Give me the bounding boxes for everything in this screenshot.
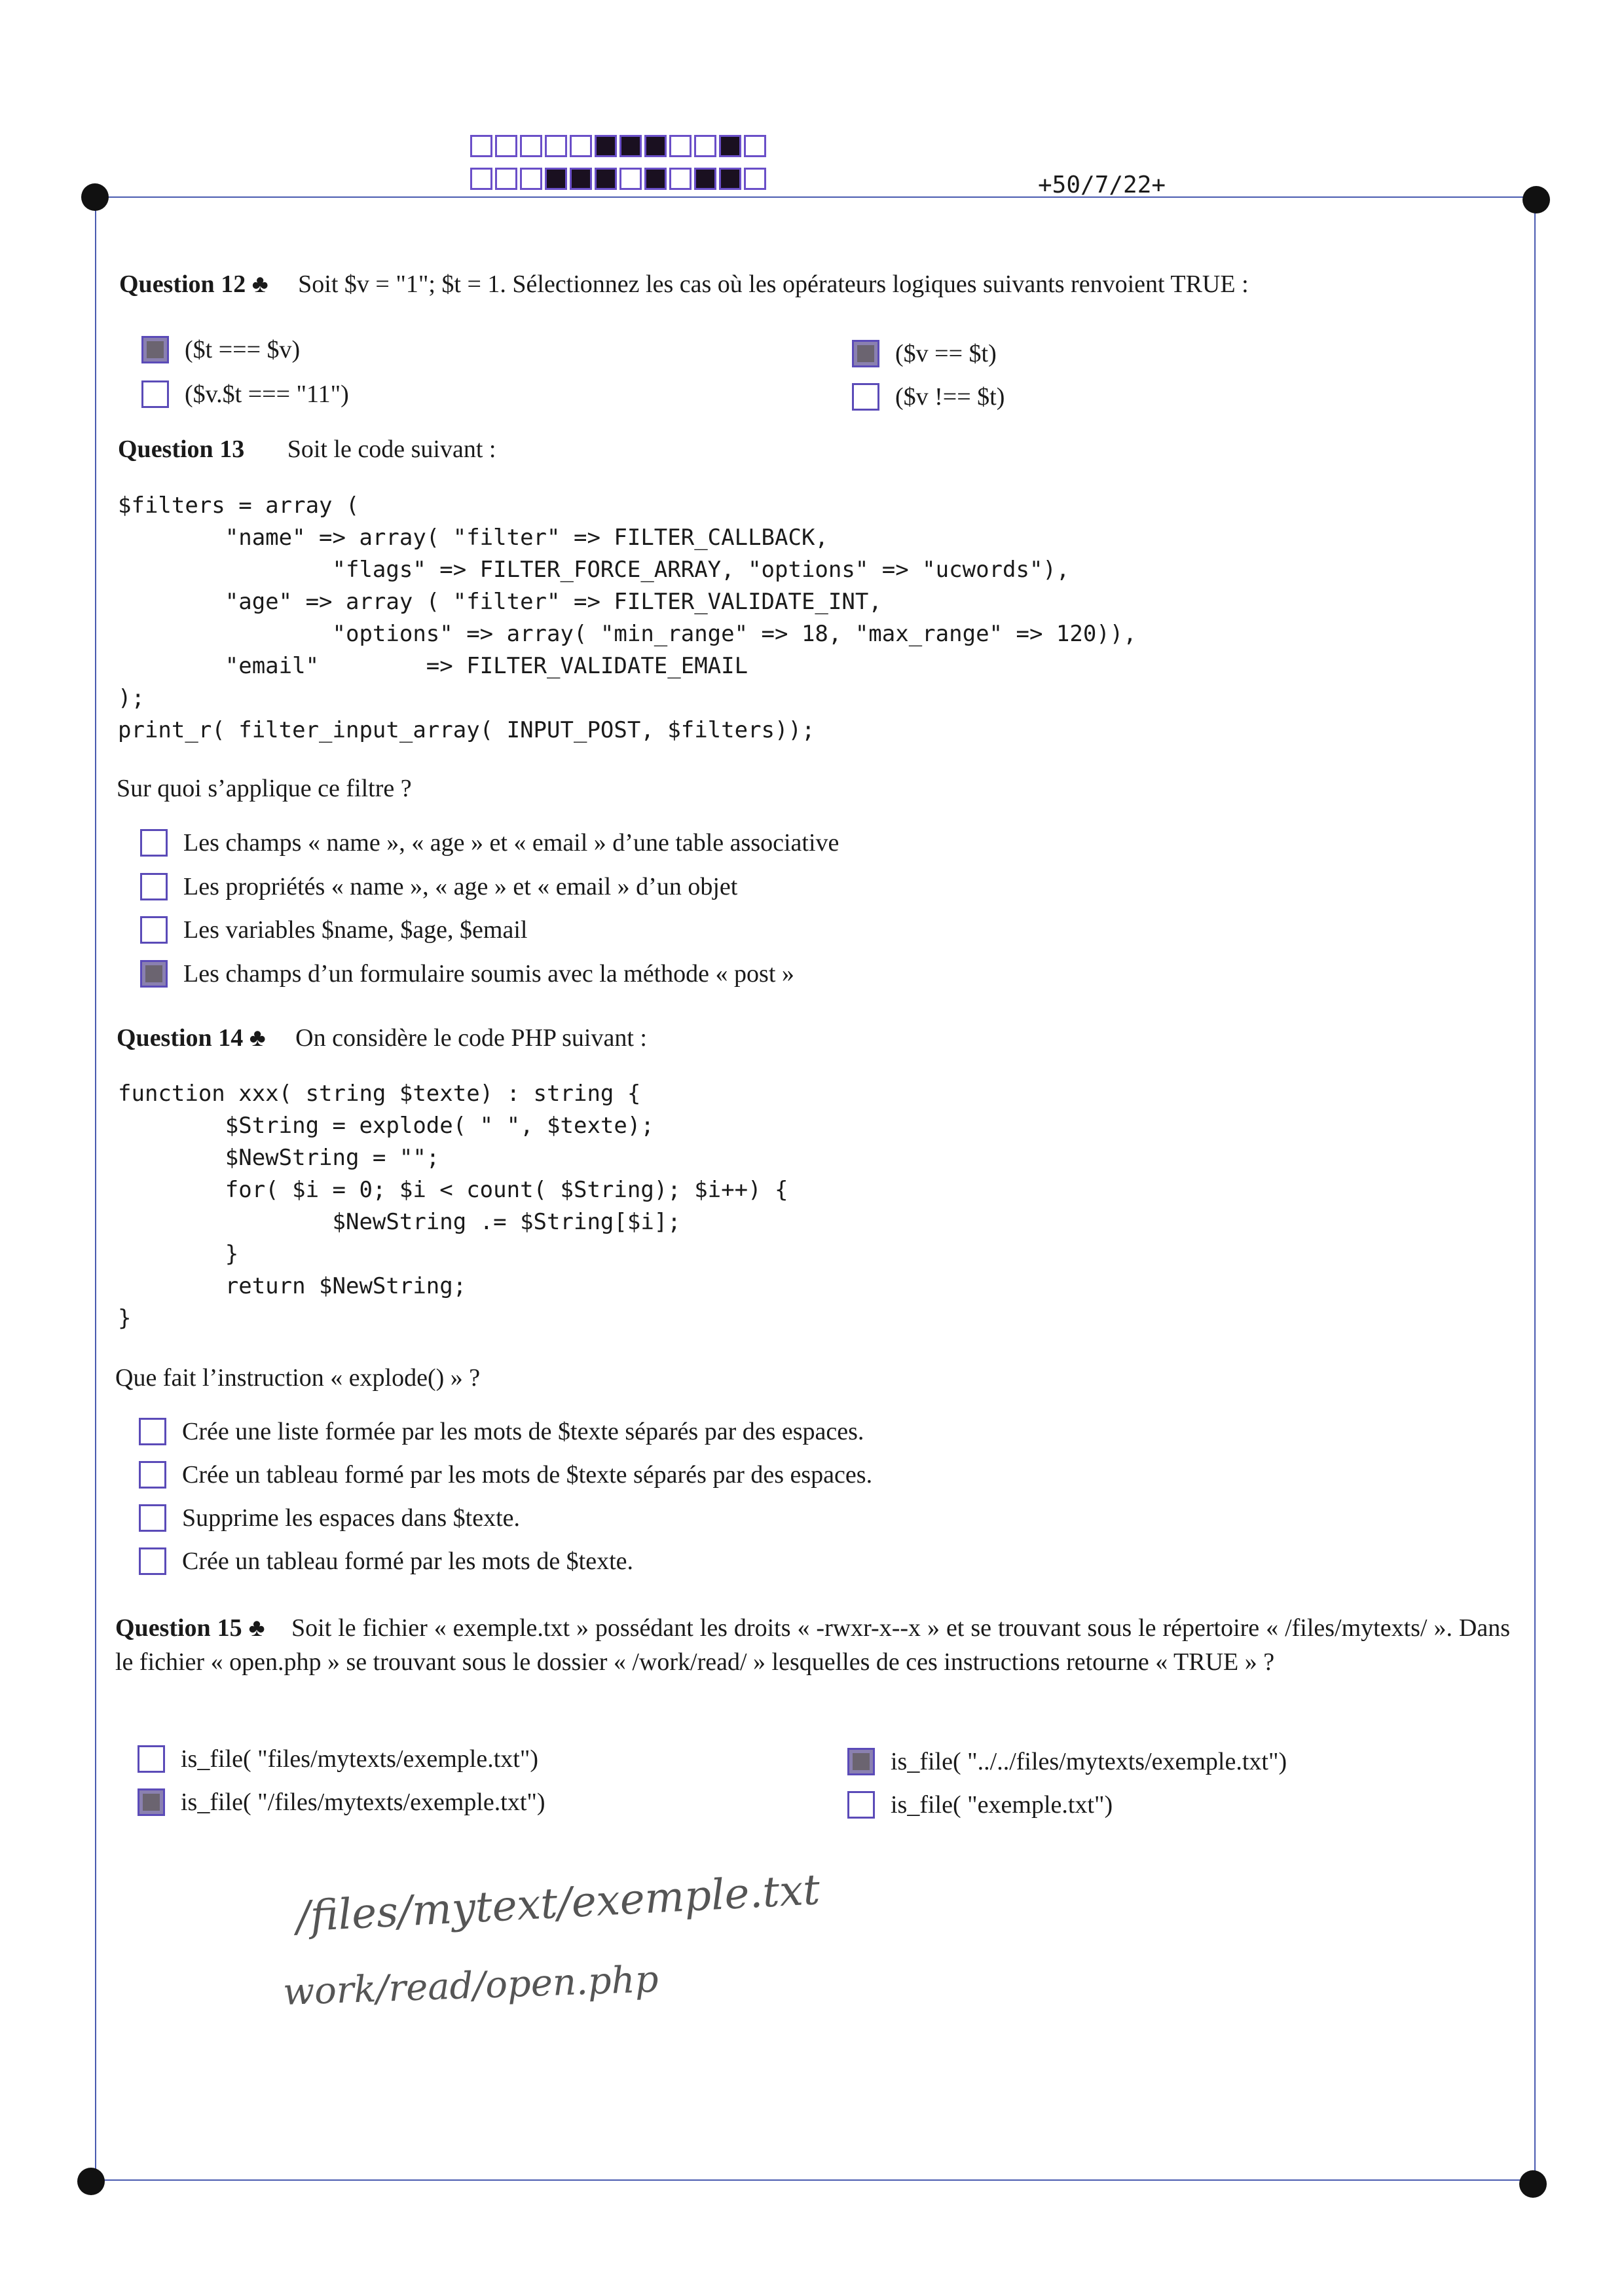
q13-label: Question 13	[118, 435, 245, 463]
id-code-cell	[719, 135, 741, 157]
id-code-cell	[619, 168, 642, 190]
q15-label: Question 15	[115, 1614, 242, 1642]
option-text: is_file( "files/mytexts/exemple.txt")	[181, 1745, 539, 1773]
option-text: ($v == $t)	[895, 340, 997, 367]
id-code-cell	[520, 168, 542, 190]
option-text: Crée un tableau formé par les mots de $texte séparés par des espaces.	[182, 1461, 873, 1489]
q14-option-4[interactable]	[139, 1547, 633, 1576]
q12-label: Question 12	[119, 270, 246, 298]
checkbox[interactable]	[847, 1748, 875, 1775]
option-text: Les champs « name », « age » et « email » d’une table associative	[183, 829, 840, 857]
handwritten-note-1: /files/mytext/exemple.txt	[295, 1866, 821, 1942]
option-text: Les variables $name, $age, $email	[183, 916, 528, 944]
club-icon: ♣	[248, 1614, 266, 1642]
id-code-cell	[470, 168, 492, 190]
q15-header	[115, 1611, 1510, 1679]
q14-option-2[interactable]	[139, 1460, 872, 1489]
q12-option-4[interactable]	[852, 382, 1005, 411]
option-text: Crée une liste formée par les mots de $texte séparés par des espaces.	[182, 1418, 864, 1445]
checkbox[interactable]	[141, 336, 169, 363]
q13-header	[118, 435, 496, 464]
id-code-row-2	[470, 168, 766, 190]
q14-text: On considère le code PHP suivant :	[295, 1024, 647, 1052]
id-code-cell	[744, 135, 766, 157]
id-code-cell	[495, 135, 517, 157]
q15-text: Soit le fichier « exemple.txt » possédant les droits « -rwxr-x--x » et se trouvant sous le répertoire « /files/mytexts/ ». Dans le fichier « open.php » se trouvant sous le dossier « /work/read/ » lesquelles de ces instructions retourne « TRUE » ?	[115, 1614, 1511, 1676]
id-code-cell	[669, 168, 692, 190]
option-text: Supprime les espaces dans $texte.	[182, 1504, 521, 1532]
q13-prompt: Sur quoi s’applique ce filtre ?	[117, 775, 412, 802]
q14-code-block: function xxx( string $texte) : string { $String = explode( " ", $texte); $NewString = ""; for( $i = 0; $i < count( $String); $i++) { $NewString .= $String[$i]; } return $NewString; }	[118, 1081, 788, 1331]
id-code-cell	[669, 135, 692, 157]
id-code-cell	[744, 168, 766, 190]
id-code-cell	[570, 168, 592, 190]
checkbox[interactable]	[852, 383, 879, 411]
q15-option-1[interactable]	[138, 1745, 538, 1773]
q13-option-4[interactable]	[140, 959, 794, 988]
id-code-cell	[595, 135, 617, 157]
checkbox[interactable]	[140, 916, 168, 944]
option-text: Les champs d’un formulaire soumis avec la méthode « post »	[183, 960, 794, 988]
id-code-cell	[520, 135, 542, 157]
id-code-cell	[545, 135, 567, 157]
checkbox[interactable]	[852, 340, 879, 367]
id-code-cell	[644, 135, 667, 157]
q15-option-4[interactable]	[847, 1790, 1113, 1819]
id-code-cell	[619, 135, 642, 157]
registration-mark-top-left	[81, 183, 109, 211]
id-code-cell	[470, 135, 492, 157]
q15-option-2[interactable]	[847, 1747, 1287, 1776]
option-text: Crée un tableau formé par les mots de $texte.	[182, 1547, 634, 1575]
q14-prompt: Que fait l’instruction « explode() » ?	[115, 1364, 481, 1392]
q14-option-3[interactable]	[139, 1504, 520, 1532]
option-text: ($v !== $t)	[895, 383, 1005, 411]
q15-option-3[interactable]	[138, 1788, 545, 1817]
checkbox[interactable]	[140, 829, 168, 857]
registration-mark-top-right	[1522, 186, 1550, 213]
q12-header	[119, 270, 1249, 299]
id-code-row-1	[470, 135, 766, 157]
option-text: is_file( "/files/mytexts/exemple.txt")	[181, 1788, 545, 1816]
club-icon: ♣	[251, 270, 268, 298]
id-code-cell	[570, 135, 592, 157]
checkbox[interactable]	[140, 960, 168, 988]
checkbox[interactable]	[847, 1791, 875, 1819]
q14-label: Question 14	[117, 1024, 244, 1052]
q12-option-1[interactable]	[141, 335, 300, 364]
checkbox[interactable]	[139, 1504, 166, 1532]
q12-option-3[interactable]	[141, 380, 349, 409]
checkbox[interactable]	[139, 1461, 166, 1489]
q14-header	[117, 1024, 647, 1052]
q13-code-block: $filters = array ( "name" => array( "filter" => FILTER_CALLBACK, "flags" => FILTER_FORCE_ARRAY, "options" => "ucwords"), "age" => array ( "filter" => FILTER_VALIDATE_INT, "options" => array( "min_range" => 18, "max_range" => 120)), "email" => FILTER_VALIDATE_EMAIL ); print_r( filter_input_array( INPUT_POST, $filters));	[118, 492, 1137, 743]
option-text: Les propriétés « name », « age » et « email » d’un objet	[183, 873, 738, 900]
checkbox[interactable]	[139, 1547, 166, 1575]
option-text: is_file( "exemple.txt")	[891, 1791, 1113, 1819]
q13-option-1[interactable]	[140, 828, 839, 857]
q13-option-3[interactable]	[140, 916, 527, 944]
q14-option-1[interactable]	[139, 1417, 864, 1446]
q13-text: Soit le code suivant :	[287, 435, 496, 463]
handwritten-note-2: work/read/open.php	[282, 1958, 659, 2014]
page-id: +50/7/22+	[1038, 172, 1166, 198]
option-text: ($v.$t === "11")	[185, 380, 349, 408]
option-text: ($t === $v)	[185, 336, 301, 363]
checkbox[interactable]	[138, 1788, 165, 1816]
q12-option-2[interactable]	[852, 339, 997, 368]
checkbox[interactable]	[138, 1745, 165, 1773]
q12-text: Soit $v = "1"; $t = 1. Sélectionnez les cas où les opérateurs logiques suivants renvoient TRUE :	[298, 270, 1249, 298]
checkbox[interactable]	[141, 380, 169, 408]
checkbox[interactable]	[140, 873, 168, 900]
registration-mark-bottom-left	[77, 2168, 105, 2195]
id-code-cell	[694, 135, 716, 157]
id-code-cell	[719, 168, 741, 190]
id-code-cell	[495, 168, 517, 190]
registration-mark-bottom-right	[1519, 2170, 1547, 2198]
id-code-cell	[595, 168, 617, 190]
checkbox[interactable]	[139, 1418, 166, 1445]
id-code-cell	[644, 168, 667, 190]
q13-option-2[interactable]	[140, 872, 737, 901]
id-code-cell	[545, 168, 567, 190]
id-code-cell	[694, 168, 716, 190]
club-icon: ♣	[249, 1024, 266, 1052]
option-text: is_file( "../../files/mytexts/exemple.txt")	[891, 1748, 1287, 1775]
